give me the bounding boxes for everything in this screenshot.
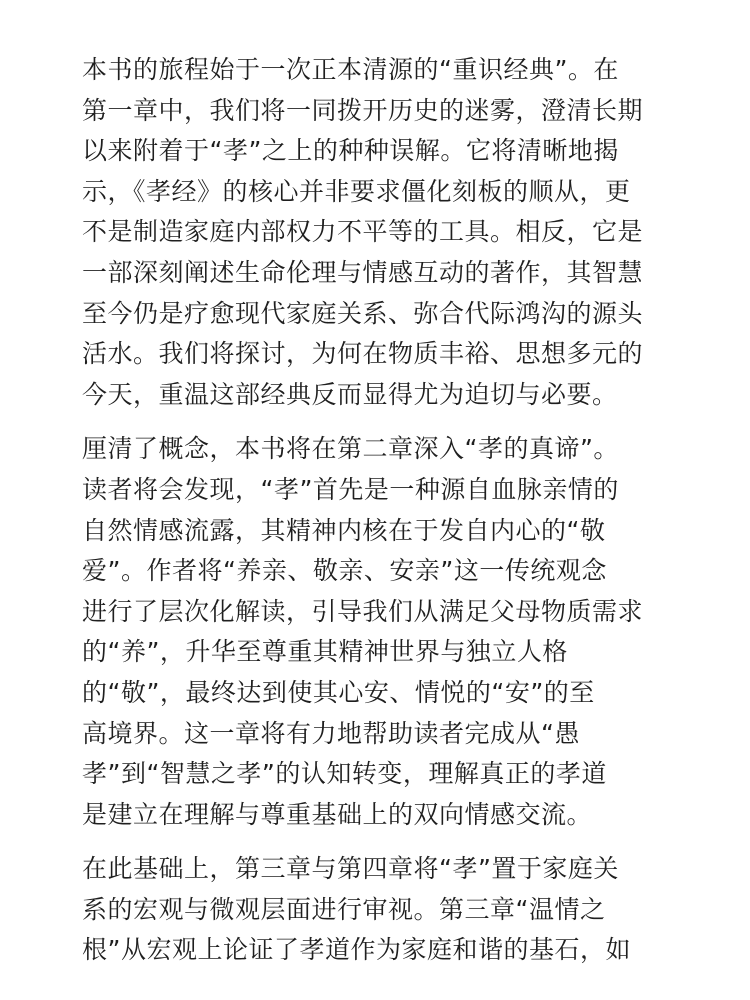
text-line: 读者将会发现，“孝”首先是一种源自血脉亲情的 [82,474,619,504]
paragraph-1 [82,50,668,415]
text-line: 一部深刻阐述生命伦理与情感互动的著作，其智慧 [82,257,644,287]
text-line: 系的宏观与微观层面进行审视。第三章“温情之 [82,894,606,924]
text-line: 的“敬”，最终达到使其心安、情悦的“安”的至 [82,677,595,707]
paragraph-2 [82,429,668,835]
text-line: 第一章中，我们将一同拨开历史的迷雾，澄清长期 [82,95,644,125]
text-line: 是建立在理解与尊重基础上的双向情感交流。 [82,799,593,829]
text-line: 的“养”，升华至尊重其精神世界与独立人格 [82,637,568,667]
text-line: 高境界。这一章将有力地帮助读者完成从“愚 [82,718,580,748]
paragraph-3 [82,849,668,971]
text-line: 以来附着于“孝”之上的种种误解。它将清晰地揭 [82,136,619,166]
text-line: 至今仍是疗愈现代家庭关系、弥合代际鸿沟的源头 [82,298,644,328]
text-line: 根”从宏观上论证了孝道作为家庭和谐的基石，如 [82,935,631,965]
text-line: 本书的旅程始于一次正本清源的“重识经典”。在 [82,55,619,84]
text-line: 不是制造家庭内部权力不平等的工具。相反，它是 [82,217,644,247]
text-line: 孝”到“智慧之孝”的认知转变，理解真正的孝道 [82,759,607,789]
text-line: 厘清了概念，本书将在第二章深入“孝的真谛”。 [82,434,619,464]
text-line: 活水。我们将探讨，为何在物质丰裕、思想多元的 [82,339,644,369]
text-line: 爱”。作者将“养亲、敬亲、安亲”这一传统观念 [82,556,607,586]
text-line: 示，《孝经》的核心并非要求僵化刻板的顺从，更 [82,176,631,206]
text-line: 在此基础上，第三章与第四章将“孝”置于家庭关 [82,854,619,884]
text-line: 进行了层次化解读，引导我们从满足父母物质需求 [82,596,644,626]
text-line: 自然情感流露，其精神内核在于发自内心的“敬 [82,515,606,545]
text-line: 今天，重温这部经典反而显得尤为迫切与必要。 [82,379,618,409]
